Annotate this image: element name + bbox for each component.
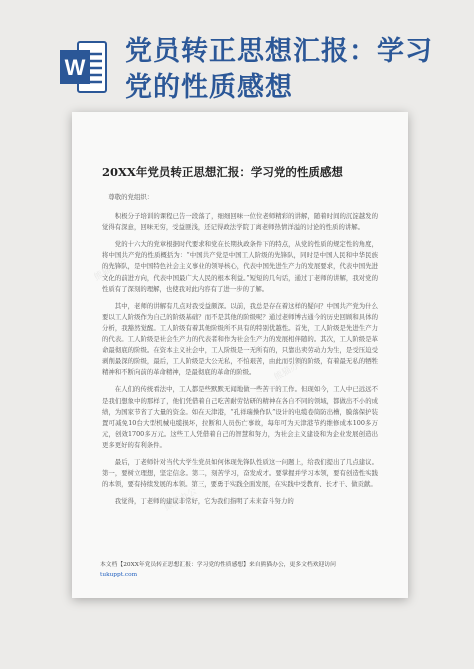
paragraph: 我觉得，丁老师的建议非常好，它为我们指明了未来奋斗努力的 <box>114 497 294 506</box>
svg-text:W: W <box>64 55 86 80</box>
paragraph: 积极分子培训的课程已告一段落了，细细回味一位位老师精彩的讲解，随着时间的沉淀越发的觉得有深意，回味无穷，受益匪浅，还记得政法学院丁离老师热情洋溢的讨论的性质的讲解。 <box>102 212 378 232</box>
watermark: 熊猫办公 <box>272 356 309 384</box>
footer-text: 本文档【20XX年党员转正思想汇报：学习党的性质感想】来自熊猫办公，更多文档欢迎访问 <box>100 562 336 568</box>
document-footer <box>100 560 385 580</box>
document-title: 20XX年党员转正思想汇报：学习党的性质感想 <box>102 165 343 179</box>
document-page <box>72 112 408 598</box>
footer-link[interactable]: tukuppt.com <box>100 572 138 578</box>
watermark: 熊猫办公 <box>92 256 129 284</box>
paragraph: 最后，丁老师针对当代大学生党员如何体现先锋队性质这一问题上，给我们提出了几点建议。第一，要树立理想，坚定信念。第二，刻苦学习，奋发成才。要掌握并学习本领，要有创造性实践的本领，要有持续发展的本领。第三，要勇于实践全面发展，在实践中受教育、长才干、做贡献。 <box>102 457 378 489</box>
paragraph: 尊敬的党组织： <box>108 193 154 201</box>
page-title: 党员转正思想汇报：学习党的性质感想 <box>125 36 433 103</box>
document-body <box>102 192 378 513</box>
word-document-icon <box>58 40 108 94</box>
paragraph: 其中，老师的讲解有几点对我受益颇深。以前，我总是存在着这样的疑问？中国共产党为什么要以工人阶级作为自己的阶级基础？而不是其他的阶级呢？通过老师博古通今的历史回顾和具体的分析，我豁然觉醒。工人阶级有着其他阶级所不具有的特别优越性。首先，工人阶级是先进生产力的代表。工人阶级是社会生产力的代表者和作为社会生产力的发展相伴随的。其次，工人阶级是革命最彻底的阶级。在资本主义社会中，工人阶级是一无所有的，只靠出卖劳动力为生，是受压迫受剥削最深的阶级，最后，工人阶级是大公无私，不怕艰苦，由此而引领的阶级，有着最无私的牺牲精神和不断向前的革命精神，是最彻底的革命的阶级。 <box>102 301 378 377</box>
paragraph: 在人们的传统看法中，工人都是些默默无闻地做一些苦干的工作。但现如今，工人中已远远不是我们想象中的那样了，他们凭借着自己吃苦耐劳钻研的精神在各自不同的领域，都做出不小的成绩，为国家节省了大量的资金。如在天津港，“孔祥瑞操作队”设计的电缆卷筒防出槽，膜落保护装置可减免10台大型机械电缆损坏，拉断和人员伤亡事故，每年可为天津港节约维修成本100多万元，创效1700多万元。这些工人凭借着自己的智慧和努力，为社会主义建设和为企业发展创造出更多更好的有利条件。 <box>102 385 378 449</box>
watermark: 熊猫办公 <box>162 486 199 514</box>
paragraph: 党的十六大的党章根据时代要求和党在长期执政条件下的特点，从党的性质的规定性的角度，将中国共产党的性质概括为：“中国共产党是中国工人阶级的先锋队，同时是中国人民和中华民族的先锋队，是中国特色社会主义事业的领导核心，代表中国先进生产力的发展要求，代表中国先进文化的前进方向，代表中国最广大人民的根本利益。”短短的几句话，通过丁老师的讲解，我对党的性质有了深刻的理解，也使我对此内容有了进一步的了解。 <box>102 240 378 293</box>
